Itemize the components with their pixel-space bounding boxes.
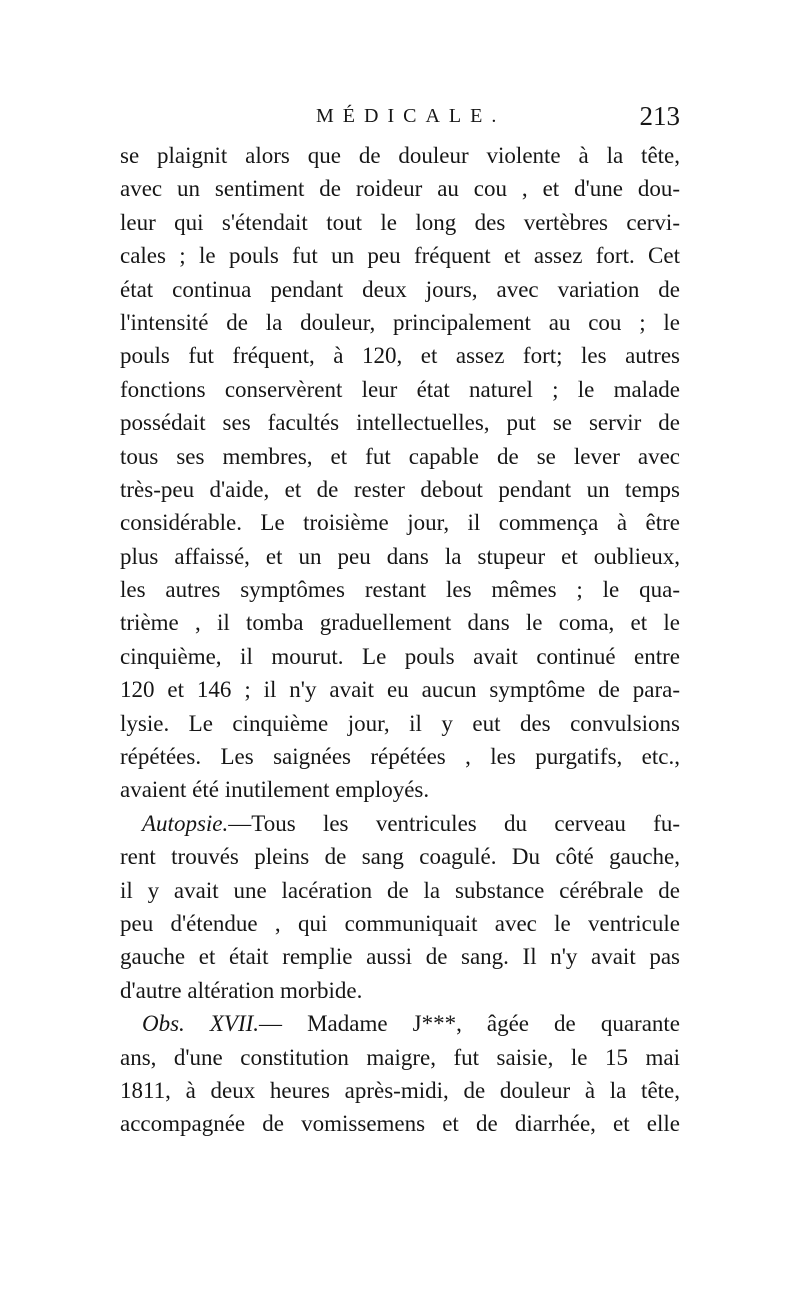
text-line: 1811, à deux heures après-midi, de douleur à la tête, xyxy=(120,1077,680,1103)
page-number: 213 xyxy=(639,101,680,131)
text-line: se plaignit alors que de douleur violente à la tête, xyxy=(120,143,680,168)
page-header xyxy=(120,96,680,136)
obs-label: Obs. XVII. xyxy=(142,1011,260,1037)
text-line: les autres symptômes restant les mêmes ; le qua- xyxy=(120,577,680,603)
text-line: fonctions conservèrent leur état naturel ; le malade xyxy=(120,376,680,402)
text-line: lysie. Le cinquième jour, il y eut des convulsions xyxy=(120,710,680,736)
text-line: plus affaissé, et un peu dans la stupeur et oublieux, xyxy=(120,543,680,569)
text-line: état continua pendant deux jours, avec variation de xyxy=(120,276,680,302)
text-line: rent trouvés pleins de sang coagulé. Du côté gauche, xyxy=(120,844,680,870)
autopsie-first-line xyxy=(120,807,680,840)
autopsie-first-line-text: —Tous les ventricules du cerveau fu- xyxy=(228,810,680,836)
text-line: 120 et 146 ; il n'y avait eu aucun symptôme de para- xyxy=(120,677,680,703)
text-line: avaient été inutilement employés. xyxy=(120,777,430,803)
text-line: avec un sentiment de roideur au cou , et d'une dou- xyxy=(120,176,680,202)
obs-first-line-text: — Madame J***, âgée de quarante xyxy=(259,1011,680,1037)
text-line: accompagnée de vomissemens et de diarrhée, et elle xyxy=(120,1111,680,1137)
text-line: cinquième, il mourut. Le pouls avait continué entre xyxy=(120,643,680,669)
text-line: très-peu d'aide, et de rester debout pendant un temps xyxy=(120,476,680,502)
text-line: ans, d'une constitution maigre, fut saisie, le 15 mai xyxy=(120,1044,680,1070)
running-head: MÉDICALE. xyxy=(316,105,506,127)
text-line: possédait ses facultés intellectuelles, put se servir de xyxy=(120,410,680,436)
text-line: peu d'étendue , qui communiquait avec le ventricule xyxy=(120,910,680,936)
text-line: trième , il tomba graduellement dans le coma, et le xyxy=(120,610,680,636)
text-line: répétées. Les saignées répétées , les purgatifs, etc., xyxy=(120,744,680,770)
body-text xyxy=(120,139,680,1141)
obs-first-line xyxy=(120,1007,680,1040)
text-line: il y avait une lacération de la substance cérébrale de xyxy=(120,877,680,903)
text-line: gauche et était remplie aussi de sang. Il n'y avait pas xyxy=(120,944,680,970)
autopsie-label: Autopsie. xyxy=(142,810,229,836)
text-line: considérable. Le troisième jour, il commença à être xyxy=(120,510,680,536)
text-line: cales ; le pouls fut un peu fréquent et assez fort. Cet xyxy=(120,243,680,269)
text-line: l'intensité de la douleur, principalement au cou ; le xyxy=(120,309,680,335)
text-line: d'autre altération morbide. xyxy=(120,977,363,1003)
text-line: pouls fut fréquent, à 120, et assez fort; les autres xyxy=(120,343,680,369)
text-line: tous ses membres, et fut capable de se lever avec xyxy=(120,443,680,469)
text-line: leur qui s'étendait tout le long des vertèbres cervi- xyxy=(120,209,680,235)
